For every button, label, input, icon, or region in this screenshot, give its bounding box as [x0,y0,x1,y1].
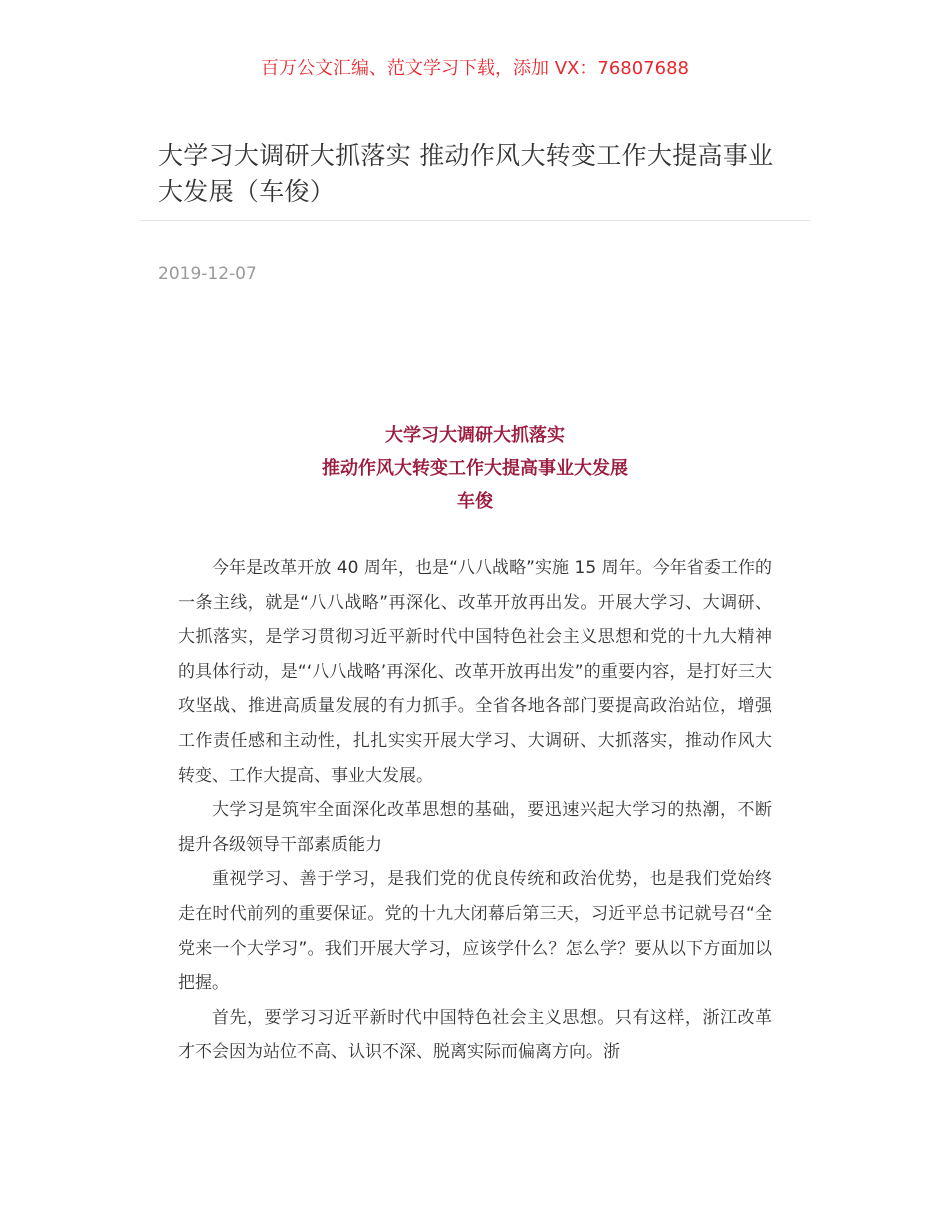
title-divider [140,220,810,221]
body-paragraph: 今年是改革开放 40 周年，也是“八八战略”实施 15 周年。今年省委工作的一条主线，就是“八八战略”再深化、改革开放再出发。开展大学习、大调研、大抓落实，是学习贯彻习近平新时代中国特色社会主义思想和党的十九大精神的具体行动，是“‘八八战略’再深化、改革开放再出发”的重要内容，是打好三大攻坚战、推进高质量发展的有力抓手。全省各地各部门要提高政治站位，增强工作责任感和主动性，扎扎实实开展大学习、大调研、大抓落实，推动作风大转变、工作大提高、事业大发展。 [178,558,772,786]
publish-date: 2019-12-07 [158,264,257,284]
headline-author: 车俊 [457,491,493,512]
body-paragraph: 重视学习、善于学习，是我们党的优良传统和政治优势，也是我们党始终走在时代前列的重要保证。党的十九大闭幕后第三天，习近平总书记就号召“全党来一个大学习”。我们开展大学习，应该学什么？怎么学？要从以下方面加以把握。 [178,869,772,994]
promo-banner: 百万公文汇编、范文学习下载，添加 VX：76807688 [261,58,689,79]
body-paragraph: 大学习是筑牢全面深化改革思想的基础，要迅速兴起大学习的热潮，不断提升各级领导干部素质能力 [178,800,772,855]
article-body [178,551,772,1070]
headline-line-1: 大学习大调研大抓落实 [385,425,565,446]
headline-line-2: 推动作风大转变工作大提高事业大发展 [322,458,628,479]
article-headline [0,419,950,518]
article-title: 大学习大调研大抓落实 推动作风大转变工作大提高事业大发展（车俊） [158,141,774,206]
body-paragraph: 首先，要学习习近平新时代中国特色社会主义思想。只有这样，浙江改革才不会因为站位不高、认识不深、脱离实际而偏离方向。浙 [178,1007,772,1063]
